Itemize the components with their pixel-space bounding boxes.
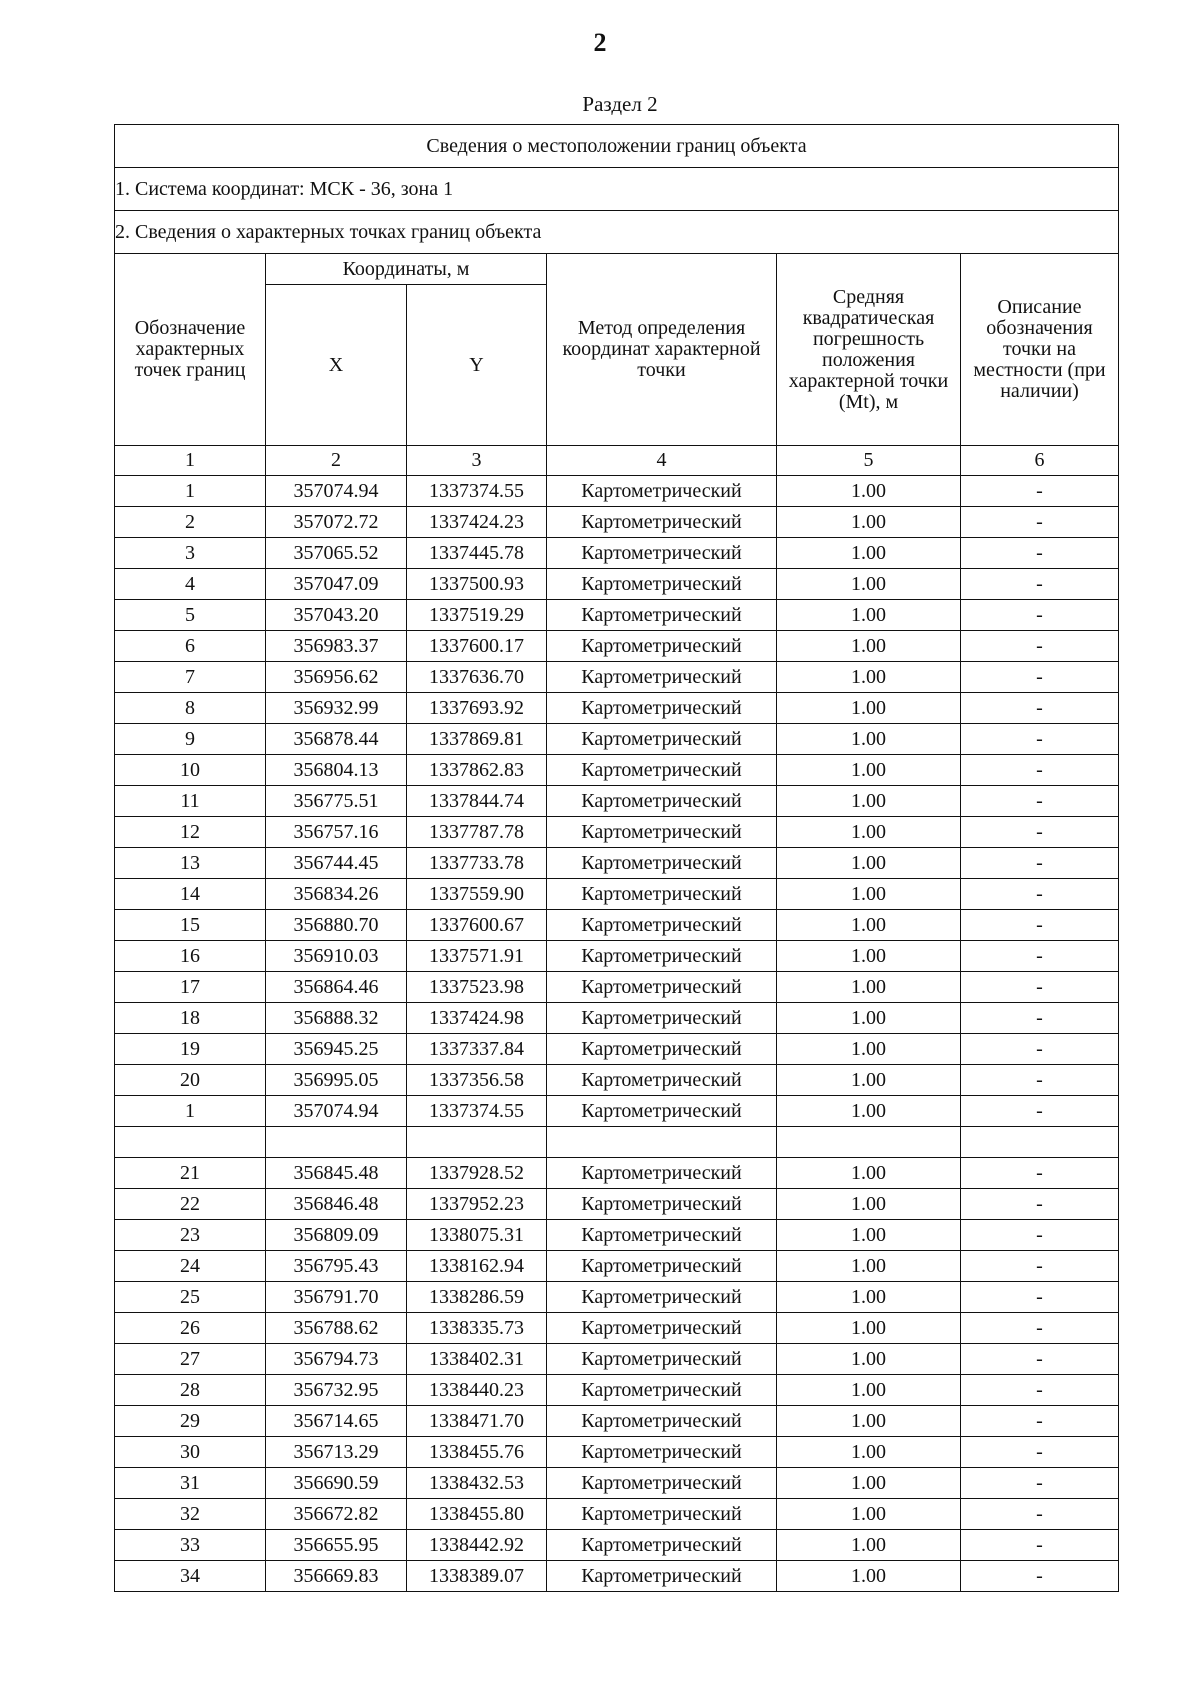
empty-cell: [547, 1127, 777, 1158]
method-cell: Картометрический: [547, 1406, 777, 1437]
description-cell: -: [961, 1065, 1119, 1096]
header-designation: Обозначение характерных точек границ: [115, 254, 266, 446]
error-cell: 1.00: [777, 817, 961, 848]
description-cell: -: [961, 507, 1119, 538]
table-row: [115, 1561, 1119, 1592]
empty-cell: [961, 1127, 1119, 1158]
y-coordinate-cell: 1337374.55: [407, 476, 547, 507]
point-id-cell: 1: [115, 476, 266, 507]
description-cell: -: [961, 1096, 1119, 1127]
method-cell: Картометрический: [547, 755, 777, 786]
method-cell: Картометрический: [547, 724, 777, 755]
error-cell: 1.00: [777, 1220, 961, 1251]
method-cell: Картометрический: [547, 972, 777, 1003]
point-id-cell: 31: [115, 1468, 266, 1499]
error-cell: 1.00: [777, 1034, 961, 1065]
x-coordinate-cell: 356669.83: [266, 1561, 407, 1592]
y-coordinate-cell: 1338471.70: [407, 1406, 547, 1437]
table-title: Сведения о местоположении границ объекта: [115, 125, 1119, 168]
error-cell: 1.00: [777, 724, 961, 755]
error-cell: 1.00: [777, 1158, 961, 1189]
table-row: [115, 631, 1119, 662]
point-id-cell: 18: [115, 1003, 266, 1034]
point-id-cell: 33: [115, 1530, 266, 1561]
y-coordinate-cell: 1338432.53: [407, 1468, 547, 1499]
x-coordinate-cell: 357074.94: [266, 476, 407, 507]
table-row: [115, 724, 1119, 755]
table-row: [115, 1406, 1119, 1437]
x-coordinate-cell: 356795.43: [266, 1251, 407, 1282]
method-cell: Картометрический: [547, 1251, 777, 1282]
x-coordinate-cell: 356888.32: [266, 1003, 407, 1034]
y-coordinate-cell: 1338455.76: [407, 1437, 547, 1468]
column-number-row: [115, 446, 1119, 476]
column-header-row: [115, 254, 1119, 285]
error-cell: 1.00: [777, 1313, 961, 1344]
method-cell: Картометрический: [547, 631, 777, 662]
column-number: 5: [777, 446, 961, 476]
description-cell: -: [961, 1561, 1119, 1592]
y-coordinate-cell: 1338335.73: [407, 1313, 547, 1344]
description-cell: -: [961, 538, 1119, 569]
point-id-cell: 3: [115, 538, 266, 569]
boundary-points-table: [114, 124, 1119, 1592]
description-cell: -: [961, 1158, 1119, 1189]
description-cell: -: [961, 817, 1119, 848]
header-method: Метод определения координат характерной точки: [547, 254, 777, 446]
y-coordinate-cell: 1338442.92: [407, 1530, 547, 1561]
x-coordinate-cell: 356804.13: [266, 755, 407, 786]
error-cell: 1.00: [777, 476, 961, 507]
y-coordinate-cell: 1337636.70: [407, 662, 547, 693]
x-coordinate-cell: 356845.48: [266, 1158, 407, 1189]
description-cell: -: [961, 1344, 1119, 1375]
description-cell: -: [961, 1313, 1119, 1344]
error-cell: 1.00: [777, 1003, 961, 1034]
table-row: [115, 1251, 1119, 1282]
point-id-cell: 9: [115, 724, 266, 755]
error-cell: 1.00: [777, 1344, 961, 1375]
point-id-cell: 6: [115, 631, 266, 662]
method-cell: Картометрический: [547, 1065, 777, 1096]
empty-cell: [115, 1127, 266, 1158]
method-cell: Картометрический: [547, 1158, 777, 1189]
point-id-cell: 8: [115, 693, 266, 724]
table-row: [115, 1468, 1119, 1499]
point-id-cell: 25: [115, 1282, 266, 1313]
y-coordinate-cell: 1338440.23: [407, 1375, 547, 1406]
error-cell: 1.00: [777, 1468, 961, 1499]
method-cell: Картометрический: [547, 507, 777, 538]
y-coordinate-cell: 1337844.74: [407, 786, 547, 817]
x-coordinate-cell: 356775.51: [266, 786, 407, 817]
method-cell: Картометрический: [547, 941, 777, 972]
error-cell: 1.00: [777, 600, 961, 631]
error-cell: 1.00: [777, 631, 961, 662]
header-coordinates: Координаты, м: [266, 254, 547, 285]
description-cell: -: [961, 1251, 1119, 1282]
table-row: [115, 662, 1119, 693]
error-cell: 1.00: [777, 941, 961, 972]
description-cell: -: [961, 693, 1119, 724]
table-row: [115, 972, 1119, 1003]
column-number: 4: [547, 446, 777, 476]
x-coordinate-cell: 356878.44: [266, 724, 407, 755]
point-id-cell: 4: [115, 569, 266, 600]
page-number: 2: [593, 28, 607, 57]
x-coordinate-cell: 356956.62: [266, 662, 407, 693]
x-coordinate-cell: 357065.52: [266, 538, 407, 569]
method-cell: Картометрический: [547, 848, 777, 879]
description-cell: -: [961, 848, 1119, 879]
point-id-cell: 30: [115, 1437, 266, 1468]
error-cell: 1.00: [777, 569, 961, 600]
x-coordinate-cell: 356945.25: [266, 1034, 407, 1065]
x-coordinate-cell: 357072.72: [266, 507, 407, 538]
y-coordinate-cell: 1337952.23: [407, 1189, 547, 1220]
method-cell: Картометрический: [547, 1437, 777, 1468]
empty-cell: [407, 1127, 547, 1158]
column-number: 2: [266, 446, 407, 476]
method-cell: Картометрический: [547, 910, 777, 941]
point-id-cell: 1: [115, 1096, 266, 1127]
description-cell: -: [961, 1282, 1119, 1313]
table-row: [115, 1220, 1119, 1251]
table-row: [115, 1034, 1119, 1065]
y-coordinate-cell: 1337523.98: [407, 972, 547, 1003]
x-coordinate-cell: 356864.46: [266, 972, 407, 1003]
x-coordinate-cell: 356995.05: [266, 1065, 407, 1096]
points-header: 2. Сведения о характерных точках границ объекта: [115, 211, 1119, 254]
y-coordinate-cell: 1337869.81: [407, 724, 547, 755]
description-cell: -: [961, 755, 1119, 786]
method-cell: Картометрический: [547, 1530, 777, 1561]
table-row: [115, 1189, 1119, 1220]
point-id-cell: 19: [115, 1034, 266, 1065]
method-cell: Картометрический: [547, 1499, 777, 1530]
method-cell: Картометрический: [547, 1468, 777, 1499]
error-cell: 1.00: [777, 848, 961, 879]
x-coordinate-cell: 356757.16: [266, 817, 407, 848]
error-cell: 1.00: [777, 1065, 961, 1096]
y-coordinate-cell: 1337571.91: [407, 941, 547, 972]
x-coordinate-cell: 356672.82: [266, 1499, 407, 1530]
method-cell: Картометрический: [547, 1096, 777, 1127]
header-description: Описание обозначения точки на местности (при наличии): [961, 254, 1119, 446]
method-cell: Картометрический: [547, 1313, 777, 1344]
y-coordinate-cell: 1337424.98: [407, 1003, 547, 1034]
method-cell: Картометрический: [547, 538, 777, 569]
description-cell: -: [961, 1437, 1119, 1468]
y-coordinate-cell: 1338389.07: [407, 1561, 547, 1592]
error-cell: 1.00: [777, 910, 961, 941]
y-coordinate-cell: 1338075.31: [407, 1220, 547, 1251]
column-number: 1: [115, 446, 266, 476]
method-cell: Картометрический: [547, 1282, 777, 1313]
table-row: [115, 1375, 1119, 1406]
method-cell: Картометрический: [547, 476, 777, 507]
y-coordinate-cell: 1337787.78: [407, 817, 547, 848]
error-cell: 1.00: [777, 755, 961, 786]
contour-separator-row: [115, 1127, 1119, 1158]
x-coordinate-cell: 356655.95: [266, 1530, 407, 1561]
description-cell: -: [961, 631, 1119, 662]
y-coordinate-cell: 1337559.90: [407, 879, 547, 910]
header-error: Средняя квадратическая погрешность положения характерной точки (Mt), м: [777, 254, 961, 446]
error-cell: 1.00: [777, 538, 961, 569]
coord-system-row: [115, 168, 1119, 211]
table-row: [115, 755, 1119, 786]
y-coordinate-cell: 1337928.52: [407, 1158, 547, 1189]
table-row: [115, 1530, 1119, 1561]
error-cell: 1.00: [777, 1251, 961, 1282]
y-coordinate-cell: 1337337.84: [407, 1034, 547, 1065]
description-cell: -: [961, 724, 1119, 755]
y-coordinate-cell: 1337862.83: [407, 755, 547, 786]
error-cell: 1.00: [777, 972, 961, 1003]
table-row: [115, 538, 1119, 569]
description-cell: -: [961, 569, 1119, 600]
table-row: [115, 1499, 1119, 1530]
point-id-cell: 16: [115, 941, 266, 972]
coord-system: 1. Система координат: МСК - 36, зона 1: [115, 168, 1119, 211]
error-cell: 1.00: [777, 693, 961, 724]
table-row: [115, 1158, 1119, 1189]
x-coordinate-cell: 357043.20: [266, 600, 407, 631]
error-cell: 1.00: [777, 786, 961, 817]
description-cell: -: [961, 1003, 1119, 1034]
y-coordinate-cell: 1337600.17: [407, 631, 547, 662]
method-cell: Картометрический: [547, 662, 777, 693]
point-id-cell: 11: [115, 786, 266, 817]
table-row: [115, 600, 1119, 631]
method-cell: Картометрический: [547, 600, 777, 631]
x-coordinate-cell: 356732.95: [266, 1375, 407, 1406]
x-coordinate-cell: 356690.59: [266, 1468, 407, 1499]
table-row: [115, 1065, 1119, 1096]
description-cell: -: [961, 910, 1119, 941]
table-row: [115, 1437, 1119, 1468]
point-id-cell: 26: [115, 1313, 266, 1344]
x-coordinate-cell: 356834.26: [266, 879, 407, 910]
y-coordinate-cell: 1337374.55: [407, 1096, 547, 1127]
description-cell: -: [961, 786, 1119, 817]
x-coordinate-cell: 356788.62: [266, 1313, 407, 1344]
table-row: [115, 1313, 1119, 1344]
y-coordinate-cell: 1337445.78: [407, 538, 547, 569]
method-cell: Картометрический: [547, 786, 777, 817]
description-cell: -: [961, 1034, 1119, 1065]
table-row: [115, 569, 1119, 600]
description-cell: -: [961, 1189, 1119, 1220]
header-y: Y: [407, 285, 547, 446]
y-coordinate-cell: 1337733.78: [407, 848, 547, 879]
point-id-cell: 15: [115, 910, 266, 941]
description-cell: -: [961, 476, 1119, 507]
header-x: X: [266, 285, 407, 446]
error-cell: 1.00: [777, 1437, 961, 1468]
y-coordinate-cell: 1338402.31: [407, 1344, 547, 1375]
point-id-cell: 28: [115, 1375, 266, 1406]
point-id-cell: 13: [115, 848, 266, 879]
method-cell: Картометрический: [547, 1344, 777, 1375]
points-header-row: [115, 211, 1119, 254]
error-cell: 1.00: [777, 1096, 961, 1127]
table-row: [115, 786, 1119, 817]
method-cell: Картометрический: [547, 1189, 777, 1220]
table-row: [115, 941, 1119, 972]
method-cell: Картометрический: [547, 1375, 777, 1406]
x-coordinate-cell: 357047.09: [266, 569, 407, 600]
x-coordinate-cell: 356846.48: [266, 1189, 407, 1220]
x-coordinate-cell: 357074.94: [266, 1096, 407, 1127]
description-cell: -: [961, 662, 1119, 693]
method-cell: Картометрический: [547, 817, 777, 848]
error-cell: 1.00: [777, 1375, 961, 1406]
table-title-row: [115, 125, 1119, 168]
table-row: [115, 507, 1119, 538]
point-id-cell: 23: [115, 1220, 266, 1251]
table-row: [115, 476, 1119, 507]
point-id-cell: 20: [115, 1065, 266, 1096]
description-cell: -: [961, 1375, 1119, 1406]
section-label: Раздел 2: [582, 92, 658, 116]
point-id-cell: 2: [115, 507, 266, 538]
table-body: [115, 125, 1119, 1592]
method-cell: Картометрический: [547, 569, 777, 600]
method-cell: Картометрический: [547, 1561, 777, 1592]
y-coordinate-cell: 1337356.58: [407, 1065, 547, 1096]
point-id-cell: 24: [115, 1251, 266, 1282]
point-id-cell: 17: [115, 972, 266, 1003]
error-cell: 1.00: [777, 662, 961, 693]
description-cell: -: [961, 1220, 1119, 1251]
point-id-cell: 22: [115, 1189, 266, 1220]
description-cell: -: [961, 1499, 1119, 1530]
empty-cell: [777, 1127, 961, 1158]
point-id-cell: 32: [115, 1499, 266, 1530]
error-cell: 1.00: [777, 1530, 961, 1561]
description-cell: -: [961, 1406, 1119, 1437]
x-coordinate-cell: 356880.70: [266, 910, 407, 941]
table-row: [115, 817, 1119, 848]
x-coordinate-cell: 356983.37: [266, 631, 407, 662]
table-row: [115, 1096, 1119, 1127]
error-cell: 1.00: [777, 1189, 961, 1220]
error-cell: 1.00: [777, 1282, 961, 1313]
description-cell: -: [961, 941, 1119, 972]
error-cell: 1.00: [777, 879, 961, 910]
table-row: [115, 1003, 1119, 1034]
x-coordinate-cell: 356809.09: [266, 1220, 407, 1251]
y-coordinate-cell: 1337693.92: [407, 693, 547, 724]
y-coordinate-cell: 1337500.93: [407, 569, 547, 600]
y-coordinate-cell: 1338455.80: [407, 1499, 547, 1530]
description-cell: -: [961, 879, 1119, 910]
table-row: [115, 879, 1119, 910]
point-id-cell: 12: [115, 817, 266, 848]
y-coordinate-cell: 1337424.23: [407, 507, 547, 538]
description-cell: -: [961, 1468, 1119, 1499]
x-coordinate-cell: 356714.65: [266, 1406, 407, 1437]
table-row: [115, 693, 1119, 724]
method-cell: Картометрический: [547, 1003, 777, 1034]
y-coordinate-cell: 1337519.29: [407, 600, 547, 631]
point-id-cell: 7: [115, 662, 266, 693]
x-coordinate-cell: 356910.03: [266, 941, 407, 972]
y-coordinate-cell: 1338162.94: [407, 1251, 547, 1282]
y-coordinate-cell: 1337600.67: [407, 910, 547, 941]
x-coordinate-cell: 356713.29: [266, 1437, 407, 1468]
error-cell: 1.00: [777, 1561, 961, 1592]
point-id-cell: 14: [115, 879, 266, 910]
point-id-cell: 21: [115, 1158, 266, 1189]
description-cell: -: [961, 972, 1119, 1003]
error-cell: 1.00: [777, 1406, 961, 1437]
column-number: 3: [407, 446, 547, 476]
description-cell: -: [961, 1530, 1119, 1561]
x-coordinate-cell: 356794.73: [266, 1344, 407, 1375]
point-id-cell: 5: [115, 600, 266, 631]
point-id-cell: 10: [115, 755, 266, 786]
empty-cell: [266, 1127, 407, 1158]
y-coordinate-cell: 1338286.59: [407, 1282, 547, 1313]
x-coordinate-cell: 356744.45: [266, 848, 407, 879]
table-row: [115, 910, 1119, 941]
method-cell: Картометрический: [547, 879, 777, 910]
column-number: 6: [961, 446, 1119, 476]
table-row: [115, 1344, 1119, 1375]
table-row: [115, 1282, 1119, 1313]
method-cell: Картометрический: [547, 693, 777, 724]
method-cell: Картометрический: [547, 1220, 777, 1251]
point-id-cell: 34: [115, 1561, 266, 1592]
error-cell: 1.00: [777, 507, 961, 538]
table-row: [115, 848, 1119, 879]
x-coordinate-cell: 356791.70: [266, 1282, 407, 1313]
description-cell: -: [961, 600, 1119, 631]
x-coordinate-cell: 356932.99: [266, 693, 407, 724]
method-cell: Картометрический: [547, 1034, 777, 1065]
error-cell: 1.00: [777, 1499, 961, 1530]
point-id-cell: 27: [115, 1344, 266, 1375]
point-id-cell: 29: [115, 1406, 266, 1437]
